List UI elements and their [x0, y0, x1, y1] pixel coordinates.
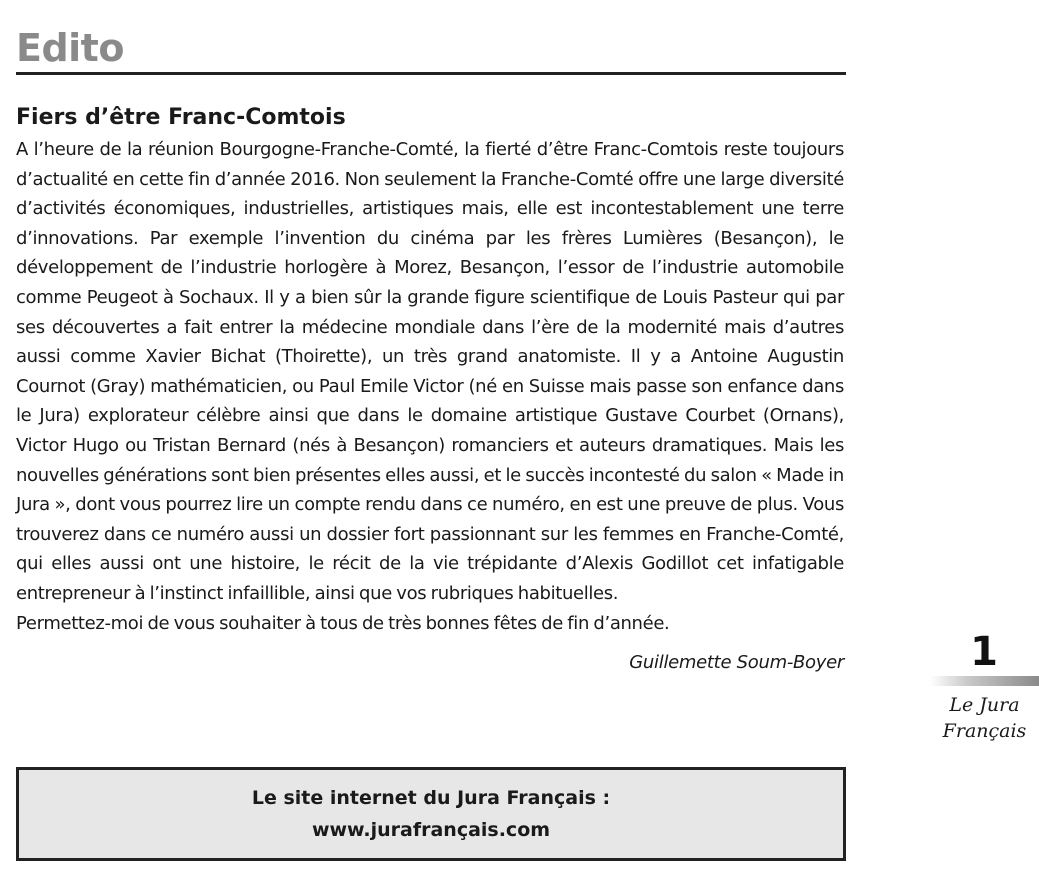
journal-name-line1: Le Jura: [949, 694, 1020, 716]
journal-name-line2: Français: [942, 720, 1027, 742]
page-number-rule: [930, 676, 1039, 686]
editorial-article: [16, 103, 844, 678]
website-url: www.jurafrançais.com: [311, 819, 551, 841]
article-body: A l’heure de la réunion Bourgogne-Franche-Comté, la fierté d’être Franc-Comtois reste toujours d’actualité en cette fin d’année 2016. Non seulement la Franche-Comté offre une large diversité d’activités économiques, industrielles, artistiques mais, elle est incontestablement une terre d’innovations. Par exemple l’invention du cinéma par les frères Lumières (Besançon), le développement de l’industrie horlogère à Morez, Besançon, l’essor de l’industrie automobile comme Peugeot à Sochaux. Il y a bien sûr la grande figure scientifique de Louis Pasteur qui par ses découvertes a fait entrer la médecine mondiale dans l’ère de la modernité mais d’autres aussi comme Xavier Bichat (Thoirette), un très grand anatomiste. Il y a Antoine Augustin Cournot (Gray) mathématicien, ou Paul Emile Victor (né en Suisse mais passe son enfance dans le Jura) explorateur célèbre ainsi que dans le domaine artistique Gustave Courbet (Ornans), Victor Hugo ou Tristan Bernard (nés à Besançon) romanciers et auteurs dramatiques. Mais les nouvelles générations sont bien présentes elles aussi, et le succès incontesté du salon « Made in Jura », dont vous pourrez lire un compte rendu dans ce numéro, en est une preuve de plus. Vous trouverez dans ce numéro aussi un dossier fort passionnant sur les femmes en Franche-Comté, qui elles aussi ont une histoire, le récit de la vie trépidante d’Alexis Godillot cet infatigable entrepreneur à l’instinct infaillible, ainsi que vos rubriques habituelles.: [16, 139, 844, 604]
article-closing: Permettez-moi de vous souhaiter à tous de très bonnes fêtes de fin d’année.: [16, 612, 670, 634]
title-divider: [16, 72, 846, 75]
section-title: Edito: [16, 26, 124, 70]
author-signature: Guillemette Soum-Boyer: [629, 652, 844, 674]
journal-name: [930, 692, 1039, 744]
website-label: Le site internet du Jura Français :: [251, 787, 611, 809]
article-headline: Fiers d’être Franc-Comtois: [16, 105, 346, 130]
page-number: 1: [970, 629, 998, 675]
website-info-box: [16, 767, 846, 861]
